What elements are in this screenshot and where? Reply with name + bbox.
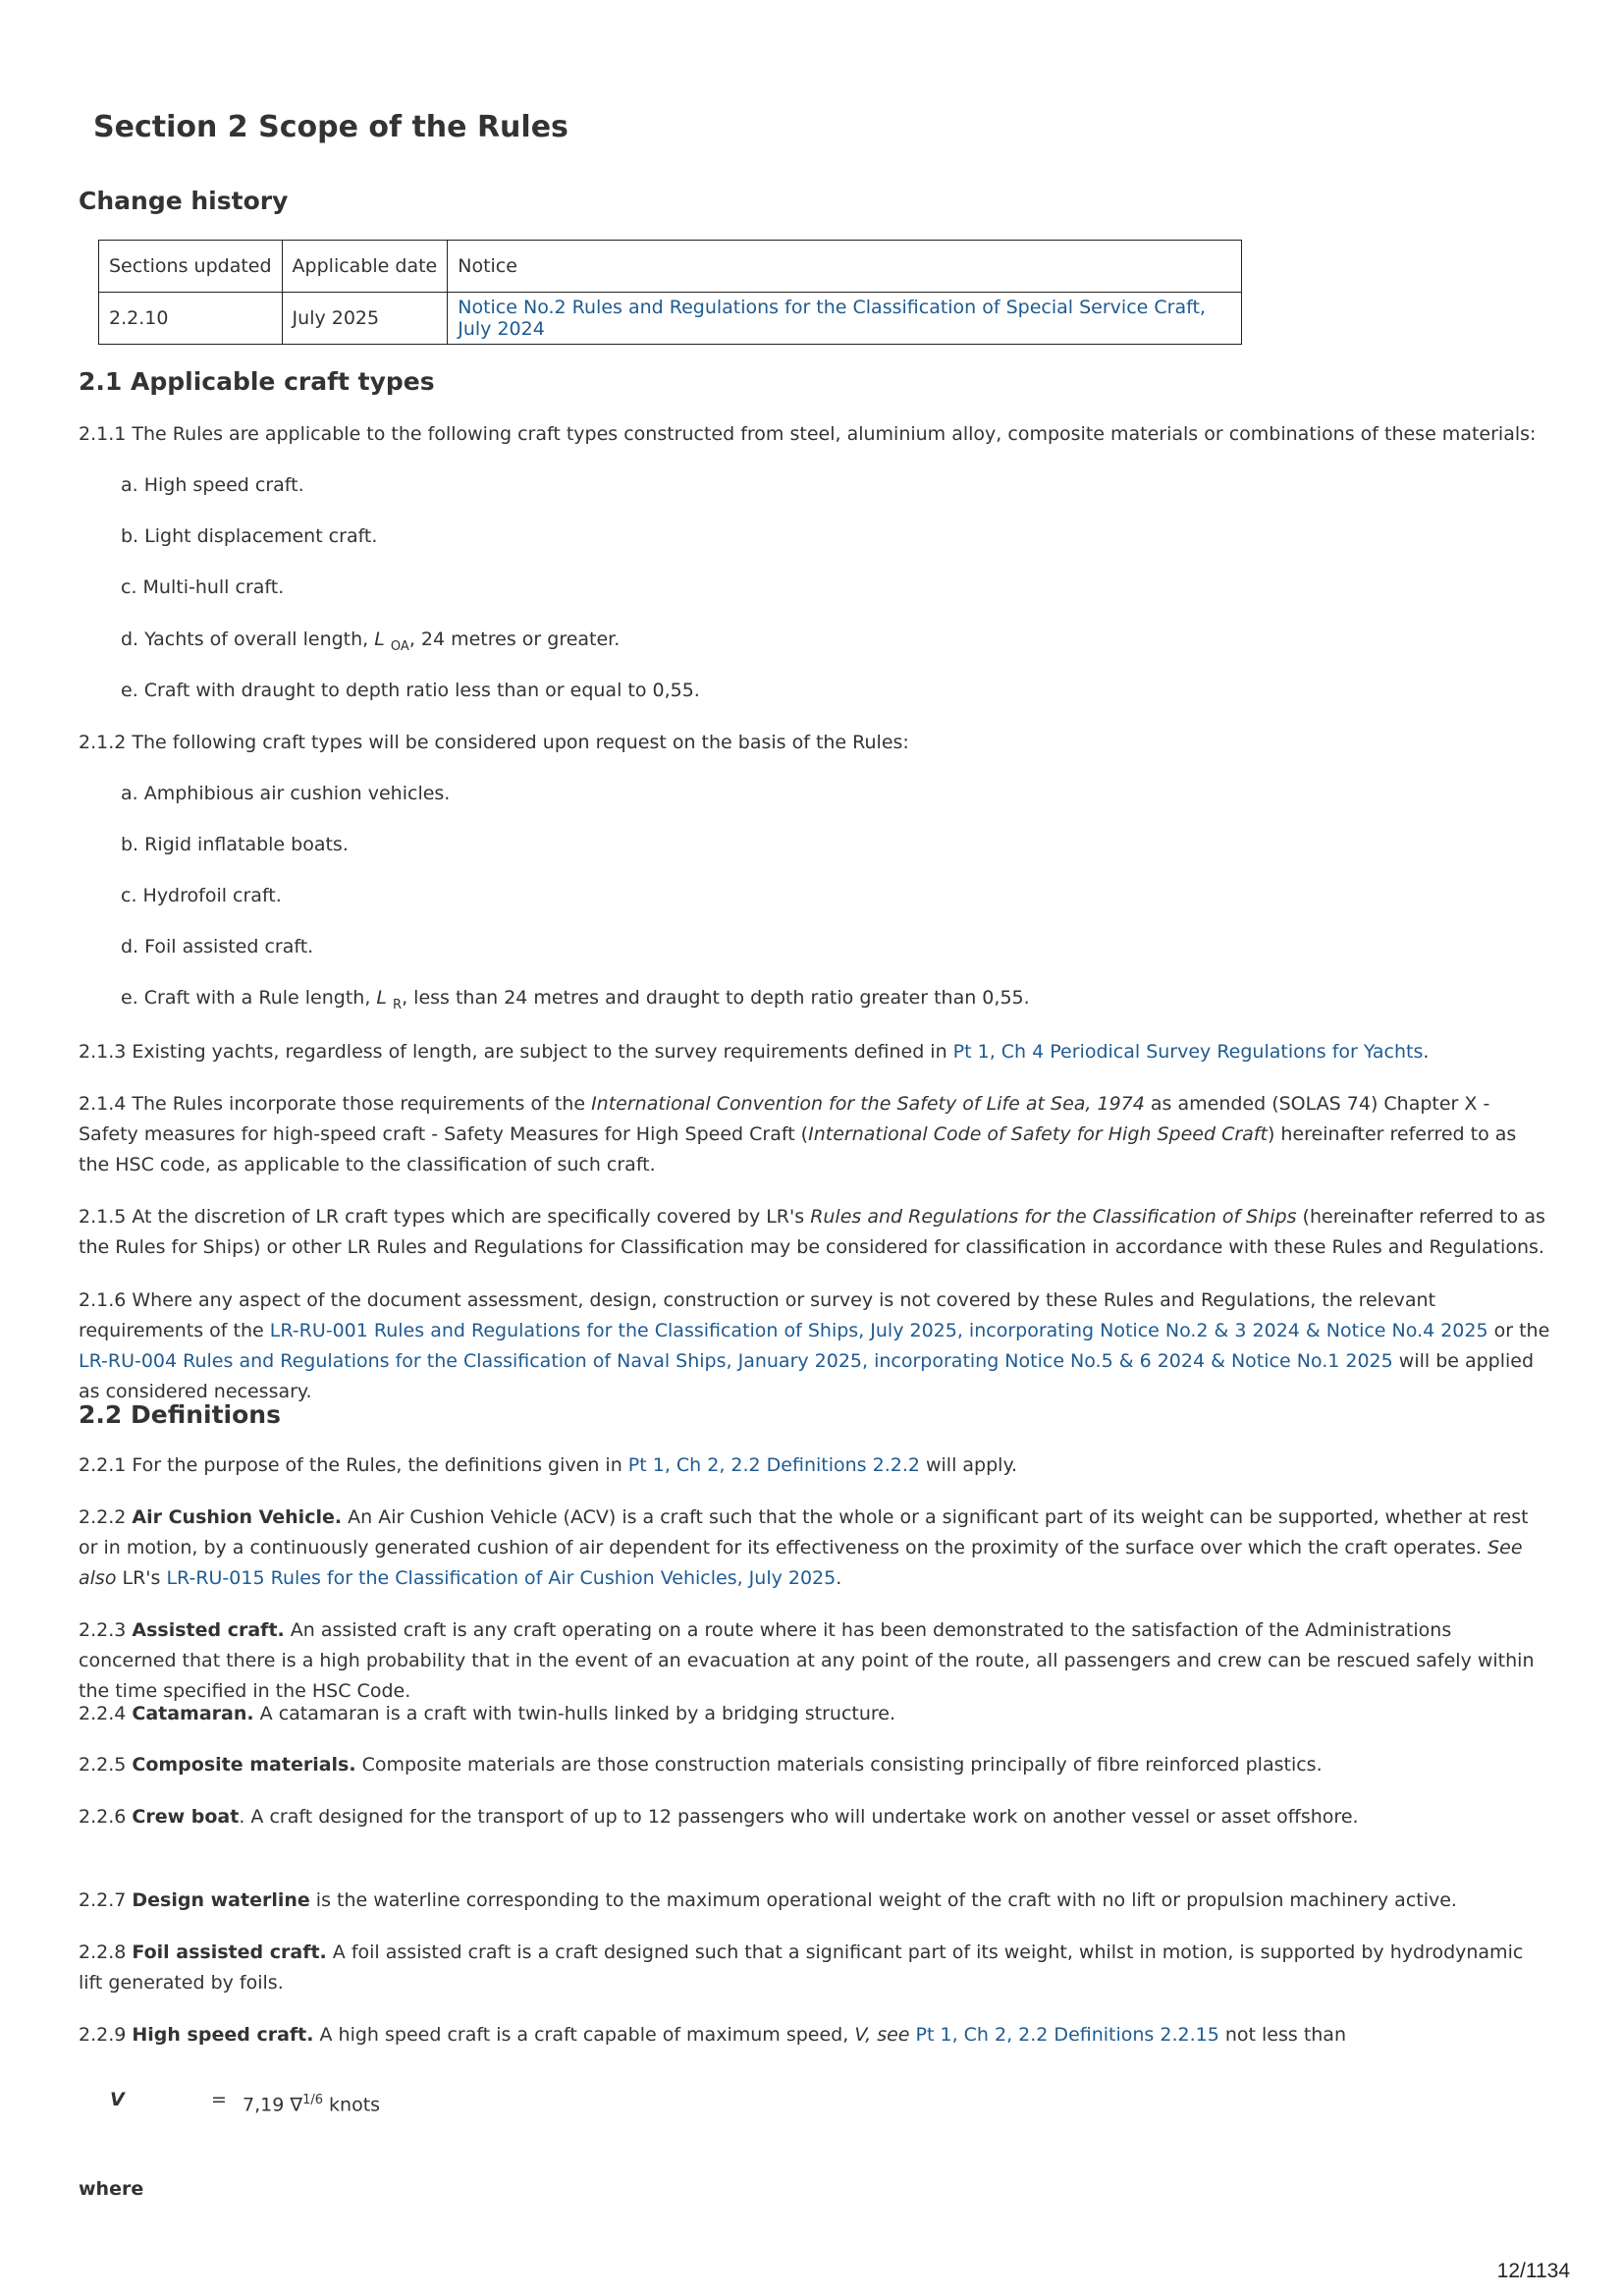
- list-item: a. Amphibious air cushion vehicles.: [121, 783, 451, 804]
- para-2-1-5: 2.1.5 At the discretion of LR craft types which are specifically covered by LR's Rules and Regulations for the Classification of Ships (hereinafter referred to as the Rules for Ships) or other LR Rules and Regulations for Classification may be considered for classification in accordance with these Rules and Regulations.: [79, 1206, 1545, 1258]
- page-title: Section 2 Scope of the Rules: [93, 110, 568, 144]
- s22-heading: 2.2 Definitions: [79, 1400, 281, 1429]
- formula-equals: =: [211, 2089, 227, 2110]
- notice-link[interactable]: Notice No.2 Rules and Regulations for the Classification of Special Service Craft, July 2024: [458, 297, 1206, 340]
- para-2-2-1: 2.2.1 For the purpose of the Rules, the definitions given in Pt 1, Ch 2, 2.2 Definitions 2.2.2 will apply.: [79, 1454, 1018, 1476]
- header-sections-updated: Sections updated: [99, 241, 283, 293]
- lr-ru-004-link[interactable]: LR-RU-004 Rules and Regulations for the Classification of Naval Ships, January 2025, incorporating Notice No.5 & 6 2024 & Notice No.1 2025: [79, 1350, 1393, 1372]
- page-number: 12/1134: [1496, 2260, 1570, 2282]
- para-2-1-4: 2.1.4 The Rules incorporate those requirements of the International Convention for the Safety of Life at Sea, 1974 as amended (SOLAS 74) Chapter X - Safety measures for high-speed craft - Safety Measures for High Speed Craft (International Code of Safety for High Speed Craft) hereinafter referred to as the HSC code, as applicable to the classification of such craft.: [79, 1093, 1517, 1175]
- para-2-2-7: 2.2.7 Design waterline is the waterline corresponding to the maximum operational weight of the craft with no lift or propulsion machinery active.: [79, 1889, 1457, 1911]
- para-2-2-2: 2.2.2 Air Cushion Vehicle. An Air Cushion Vehicle (ACV) is a craft such that the whole or a significant part of its weight can be supported, whether at rest or in motion, by a continuously generated cushion of air dependent for its effectiveness on the proximity of the surface over which the craft operates. See also LR's LR-RU-015 Rules for the Classification of Air Cushion Vehicles, July 2025.: [79, 1506, 1529, 1589]
- para-2-2-5: 2.2.5 Composite materials. Composite materials are those construction materials consisting principally of fibre reinforced plastics.: [79, 1754, 1323, 1776]
- list-item: a. High speed craft.: [121, 474, 304, 496]
- change-history-table: [98, 240, 1242, 345]
- change-history-heading: Change history: [79, 187, 289, 215]
- para-2-1-3: 2.1.3 Existing yachts, regardless of length, are subject to the survey requirements defined in Pt 1, Ch 4 Periodical Survey Regulations for Yachts.: [79, 1041, 1430, 1063]
- list-item: d. Yachts of overall length, L $_{OA}$, 24 metres or greater.: [121, 629, 621, 654]
- definitions-2-2-2-link[interactable]: Pt 1, Ch 2, 2.2 Definitions 2.2.2: [627, 1454, 920, 1476]
- formula-rhs: 7,19 ∇$^{1/6}$ knots: [243, 2093, 381, 2116]
- s21-heading: 2.1 Applicable craft types: [79, 367, 435, 396]
- para-2-1-1: 2.1.1 The Rules are applicable to the following craft types constructed from steel, aluminium alloy, composite materials or combinations of these materials:: [79, 423, 1537, 445]
- para-2-2-8: 2.2.8 Foil assisted craft. A foil assisted craft is a craft designed such that a significant part of its weight, whilst in motion, is supported by hydrodynamic lift generated by foils.: [79, 1941, 1524, 1994]
- para-2-2-9: 2.2.9 High speed craft. A high speed craft is a craft capable of maximum speed, V, see Pt 1, Ch 2, 2.2 Definitions 2.2.15 not less than: [79, 2024, 1346, 2046]
- header-notice: Notice: [448, 241, 1242, 293]
- para-2-1-6: 2.1.6 Where any aspect of the document assessment, design, construction or survey is not covered by these Rules and Regulations, the relevant requirements of the LR-RU-001 Rules and Regulations for the Classification of Ships, July 2025, incorporating Notice No.2 & 3 2024 & Notice No.4 2025 or the LR-RU-004 Rules and Regulations for the Classification of Naval Ships, January 2025, incorporating Notice No.5 & 6 2024 & Notice No.1 2025 will be applied as considered necessary.: [79, 1289, 1550, 1402]
- acv-rules-link[interactable]: LR-RU-015 Rules for the Classification of Air Cushion Vehicles, July 2025: [166, 1567, 837, 1589]
- list-item: b. Light displacement craft.: [121, 525, 378, 547]
- header-applicable-date: Applicable date: [282, 241, 448, 293]
- where-label: where: [79, 2178, 144, 2200]
- definitions-2-2-15-link[interactable]: Pt 1, Ch 2, 2.2 Definitions 2.2.15: [915, 2024, 1219, 2046]
- list-item: b. Rigid inflatable boats.: [121, 834, 349, 855]
- lr-ru-001-link[interactable]: LR-RU-001 Rules and Regulations for the Classification of Ships, July 2025, incorporating Notice No.2 & 3 2024 & Notice No.4 2025: [269, 1320, 1488, 1341]
- cell-date: July 2025: [282, 293, 448, 345]
- table-row: [99, 293, 1242, 345]
- para-2-2-3: 2.2.3 Assisted craft. An assisted craft is any craft operating on a route where it has been demonstrated to the satisfaction of the Administrations concerned that there is a high probability that in the event of an evacuation at any point of the route, all passengers and crew can be rescued safely within the time specified in the HSC Code.: [79, 1619, 1535, 1702]
- para-2-1-2: 2.1.2 The following craft types will be considered upon request on the basis of the Rules:: [79, 732, 909, 753]
- formula-lhs: V: [110, 2089, 125, 2110]
- cell-notice: [448, 293, 1242, 345]
- list-item: c. Multi-hull craft.: [121, 576, 285, 598]
- list-item: e. Craft with draught to depth ratio less than or equal to 0,55.: [121, 680, 700, 701]
- list-item: e. Craft with a Rule length, L $_R$, less than 24 metres and draught to depth ratio greater than 0,55.: [121, 987, 1030, 1012]
- table-header-row: [99, 241, 1242, 293]
- para-2-2-6: 2.2.6 Crew boat. A craft designed for the transport of up to 12 passengers who will undertake work on another vessel or asset offshore.: [79, 1806, 1359, 1828]
- survey-regulations-link[interactable]: Pt 1, Ch 4 Periodical Survey Regulations for Yachts: [952, 1041, 1424, 1063]
- para-2-2-4: 2.2.4 Catamaran. A catamaran is a craft with twin-hulls linked by a bridging structure.: [79, 1703, 896, 1724]
- cell-section: 2.2.10: [99, 293, 283, 345]
- list-item: c. Hydrofoil craft.: [121, 885, 282, 906]
- list-item: d. Foil assisted craft.: [121, 936, 314, 957]
